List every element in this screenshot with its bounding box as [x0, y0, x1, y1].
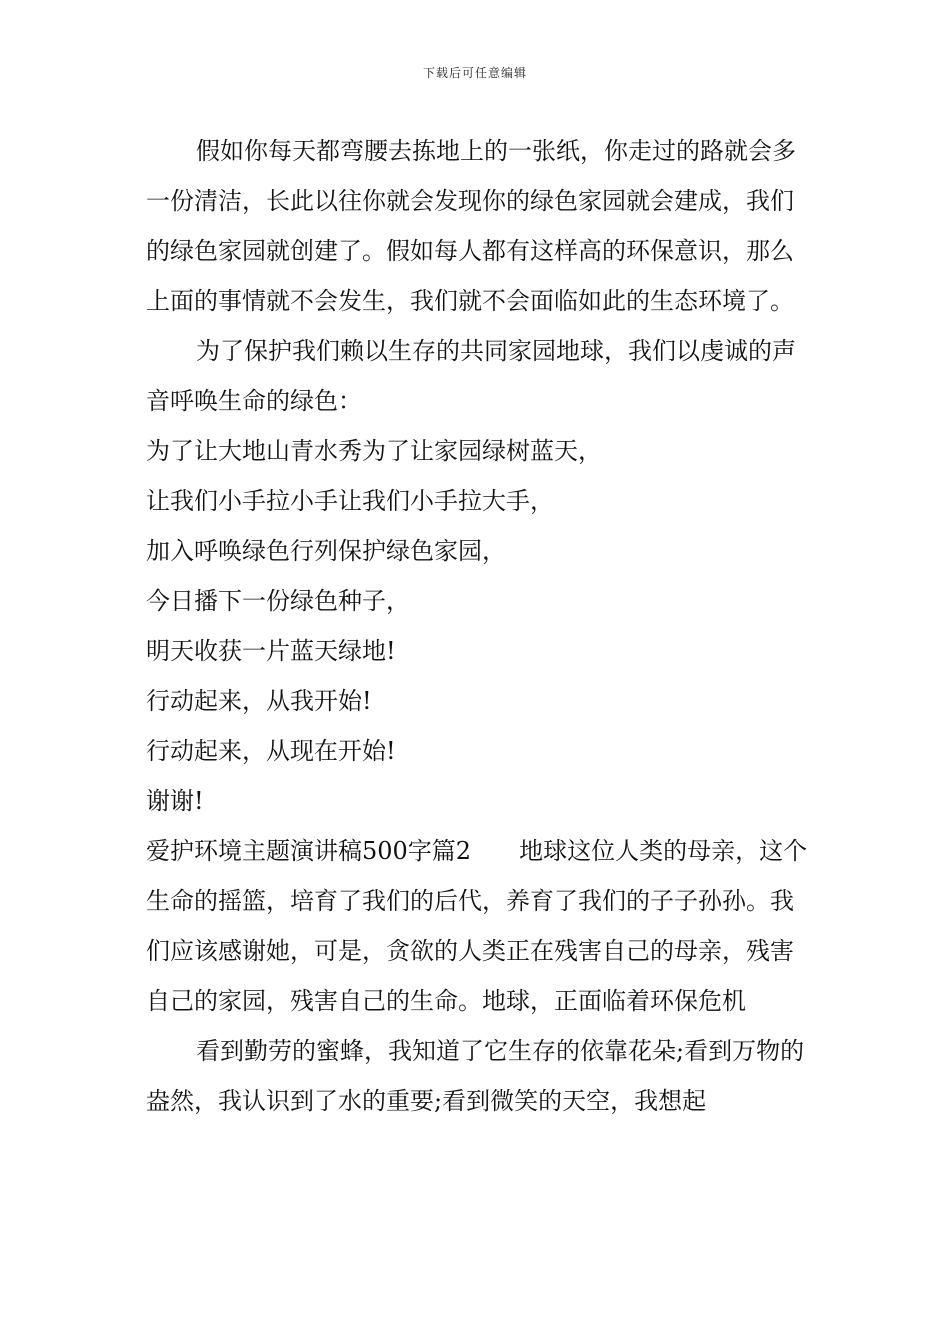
paragraph-1: 假如你每天都弯腰去拣地上的一张纸，你走过的路就会多一份清洁，长此以往你就会发现你的绿色家园就会建成，我们的绿色家园就创建了。假如每人都有这样高的环保意识，那么上面的事情就不会发生，我们就不会面临如此的生态环境了。 [146, 137, 796, 315]
section-2-text: 地球这位人类的母亲，这个生命的摇篮，培育了我们的后代，养育了我们的子子孙孙。我们应该感谢她，可是，贪欲的人类正在残害自己的母亲，残害自己的家园，残害自己的生命。地球，正面临着环保危机 [146, 837, 808, 1015]
page-header: 下载后可任意编辑 [422, 66, 527, 80]
verse-line-2: 让我们小手拉小手让我们小手拉大手， [146, 487, 554, 515]
verse-line-4: 今日播下一份绿色种子， [146, 587, 410, 615]
verse-line-3: 加入呼唤绿色行列保护绿色家园， [146, 537, 506, 565]
verse-line-8: 谢谢! [146, 787, 204, 815]
section-2-heading: 爱护环境主题演讲稿500字篇2 [146, 837, 472, 865]
paragraph-2: 为了保护我们赖以生存的共同家园地球，我们以虔诚的声音呼唤生命的绿色： [146, 337, 796, 415]
document-body [146, 126, 808, 1126]
verse-line-6: 行动起来，从我开始! [146, 687, 372, 715]
verse-line-5: 明天收获一片蓝天绿地! [146, 637, 396, 665]
verse-line-7: 行动起来，从现在开始! [146, 737, 396, 765]
paragraph-3: 看到勤劳的蜜蜂，我知道了它生存的依靠花朵;看到万物的盎然，我认识到了水的重要;看到微笑的天空，我想起 [146, 1037, 805, 1115]
section-2-paragraph [146, 826, 808, 1026]
verse-line-1: 为了让大地山青水秀为了让家园绿树蓝天， [146, 437, 602, 465]
